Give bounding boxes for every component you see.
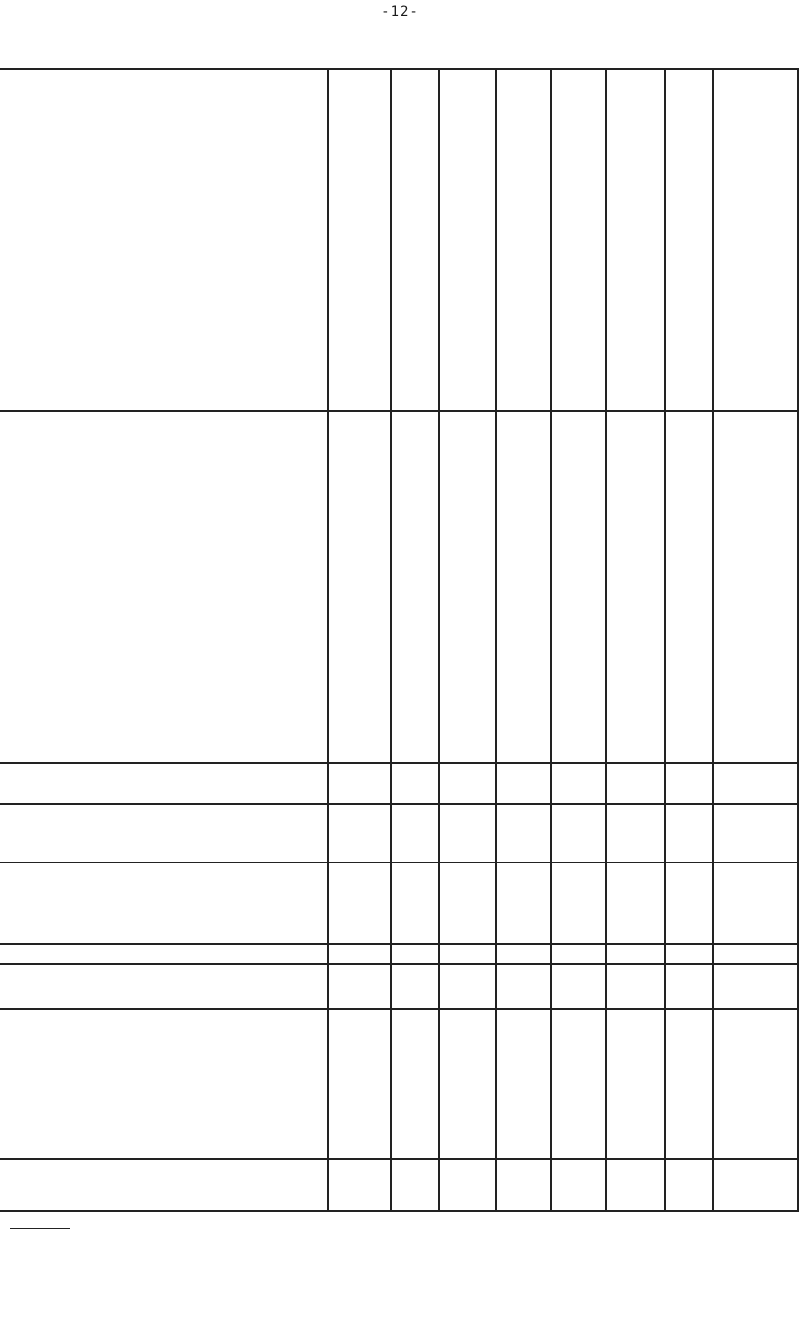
rule-h	[0, 862, 797, 863]
rule-v	[550, 68, 552, 1212]
rule-h	[0, 963, 797, 965]
rule-h	[0, 1158, 797, 1160]
rule-v	[664, 68, 666, 1212]
page-number: -12-	[381, 4, 419, 20]
rule-v	[390, 68, 392, 1212]
rule-h	[0, 762, 797, 764]
rule-h	[0, 68, 797, 70]
rule-h	[0, 410, 797, 412]
rule-v	[495, 68, 497, 1212]
rule-v	[712, 68, 714, 1212]
rule-v	[605, 68, 607, 1212]
rule-v	[327, 68, 329, 1212]
rule-h	[0, 1008, 797, 1010]
rule-h	[10, 1228, 70, 1229]
rule-v	[438, 68, 440, 1212]
rule-h	[0, 1210, 797, 1212]
rule-h	[0, 803, 797, 805]
rule-v	[797, 68, 799, 1212]
rule-h	[0, 943, 797, 945]
